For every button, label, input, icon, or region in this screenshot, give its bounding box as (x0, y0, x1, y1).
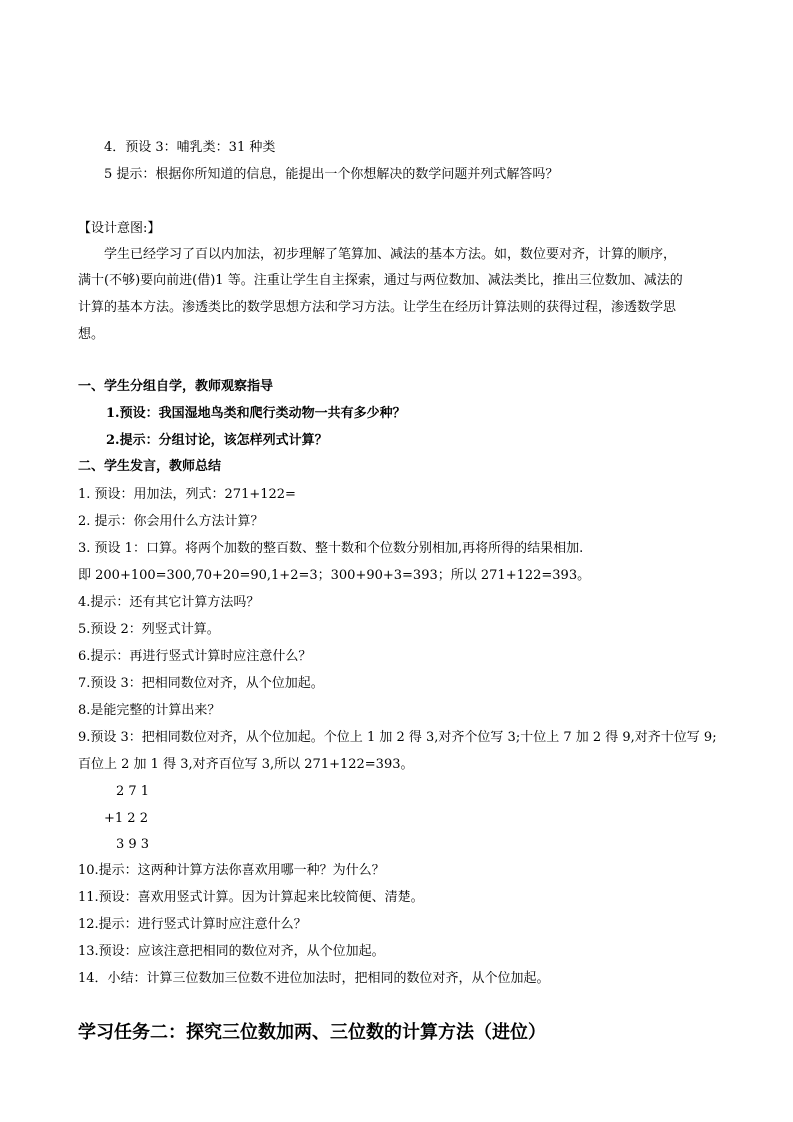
design-intent-paragraph-line-4: 想。 (78, 327, 105, 342)
design-intent-paragraph-line-2: 满十(不够)要向前进(借)1 等。注重让学生自主探索，通过与两位数加、减法类比，推出三位数加、减法的 (78, 273, 683, 288)
step-9: 9.预设 3：把相同数位对齐，从个位加起。个位上 1 加 2 得 3,对齐个位写 3;十位上 7 加 2 得 9,对齐十位写 9; (78, 730, 717, 745)
section-1-item-2: 2.提示：分组讨论，该怎样列式计算？ (106, 433, 328, 448)
vertical-addend-2: +1 2 2 (104, 811, 148, 826)
step-3-detail: 即 200+100=300,70+20=90,1+2=3；300+90+3=393；所以 271+122=393。 (78, 568, 591, 583)
vertical-addend-1: 2 7 1 (116, 784, 150, 799)
step-3: 3. 预设 1：口算。将两个加数的整百数、整十数和个位数分别相加,再将所得的结果相加. (78, 541, 584, 556)
step-11: 11.预设：喜欢用竖式计算。因为计算起来比较简便、清楚。 (78, 890, 424, 905)
step-10: 10.提示：这两种计算方法你喜欢用哪一种？为什么？ (78, 863, 385, 878)
section-heading-1: 一、学生分组自学，教师观察指导 (78, 379, 274, 394)
vertical-sum: 3 9 3 (116, 837, 150, 852)
preset-3-line: 4．预设 3：哺乳类：31 种类 (104, 140, 276, 155)
step-12: 12.提示：进行竖式计算时应注意什么？ (78, 917, 307, 932)
learning-task-2-heading: 学习任务二：探究三位数加两、三位数的计算方法（进位） (78, 1022, 546, 1043)
step-1: 1. 预设：用加法，列式：271+122= (78, 487, 296, 502)
design-intent-paragraph-line-1: 学生已经学习了百以内加法，初步理解了笔算加、减法的基本方法。如，数位要对齐，计算的顺序， (104, 247, 677, 262)
step-6: 6.提示：再进行竖式计算时应注意什么？ (78, 649, 312, 664)
step-14-summary: 14．小结：计算三位数加三位数不进位加法时，把相同的数位对齐，从个位加起。 (78, 971, 550, 986)
section-heading-2: 二、学生发言，教师总结 (78, 459, 222, 474)
step-8: 8.是能完整的计算出来？ (78, 703, 221, 718)
step-2: 2. 提示：你会用什么方法计算？ (78, 514, 264, 529)
design-intent-heading: 【设计意图:】 (78, 221, 161, 236)
step-13: 13.预设：应该注意把相同的数位对齐，从个位加起。 (78, 944, 385, 959)
step-5: 5.预设 2：列竖式计算。 (78, 622, 220, 637)
hint-5-line: 5 提示：根据你所知道的信息，能提出一个你想解决的数学问题并列式解答吗？ (104, 167, 559, 182)
step-7: 7.预设 3：把相同数位对齐，从个位加起。 (78, 676, 324, 691)
design-intent-paragraph-line-3: 计算的基本方法。渗透类比的数学思想方法和学习方法。让学生在经历计算法则的获得过程，渗透数学思 (78, 300, 677, 315)
section-1-item-1: 1.预设：我国湿地鸟类和爬行类动物一共有多少种？ (106, 406, 406, 421)
step-9-continued: 百位上 2 加 1 得 3,对齐百位写 3,所以 271+122=393。 (78, 757, 414, 772)
step-4: 4.提示：还有其它计算方法吗？ (78, 595, 260, 610)
